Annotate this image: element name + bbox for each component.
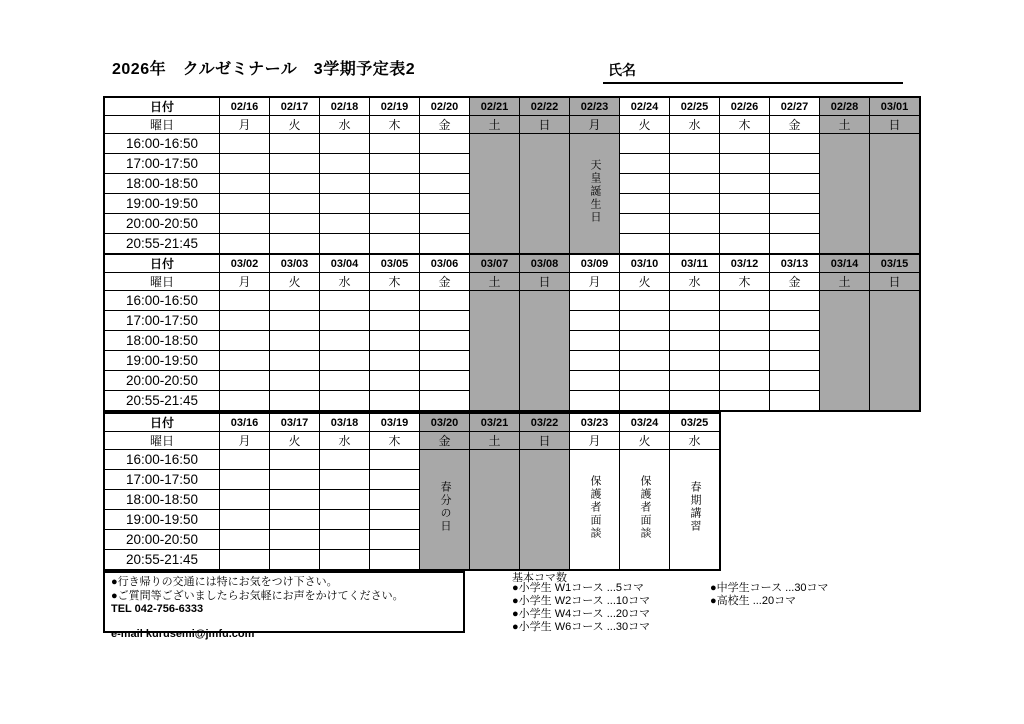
schedule-cell [370, 550, 420, 571]
date-header: 03/19 [370, 413, 420, 432]
day-header: 月 [220, 116, 270, 134]
schedule-cell [720, 391, 770, 412]
schedule-cell [670, 291, 720, 311]
schedule-cell [770, 214, 820, 234]
schedule-cell [270, 331, 320, 351]
schedule-cell [220, 291, 270, 311]
schedule-cell [420, 214, 470, 234]
schedule-cell [420, 331, 470, 351]
day-header: 金 [770, 116, 820, 134]
date-header: 03/03 [270, 254, 320, 273]
date-header: 03/17 [270, 413, 320, 432]
schedule-cell [270, 291, 320, 311]
schedule-cell [220, 214, 270, 234]
schedule-cell [220, 174, 270, 194]
day-row-label: 曜日 [104, 116, 220, 134]
day-row-label: 曜日 [104, 273, 220, 291]
day-header: 月 [570, 432, 620, 450]
schedule-cell [320, 154, 370, 174]
date-header: 02/23 [570, 97, 620, 116]
date-header: 03/25 [670, 413, 721, 432]
date-row-label: 日付 [104, 97, 220, 116]
tel-line [111, 603, 457, 617]
info-box [103, 571, 465, 640]
date-header: 03/24 [620, 413, 670, 432]
schedule-cell [270, 490, 320, 510]
event-note-cell [670, 450, 721, 571]
schedule-cell [370, 331, 420, 351]
schedule-cell [370, 351, 420, 371]
schedule-cell [770, 154, 820, 174]
schedule-cell [220, 530, 270, 550]
closed-day-cell [820, 291, 870, 412]
closed-day-cell [870, 134, 921, 255]
schedule-cell [720, 234, 770, 255]
time-slot-label: 16:00-16:50 [104, 134, 220, 154]
schedule-cell [770, 234, 820, 255]
schedule-cell [270, 470, 320, 490]
day-header: 水 [320, 116, 370, 134]
schedule-cell [370, 291, 420, 311]
schedule-cell [420, 351, 470, 371]
time-slot-label: 20:00-20:50 [104, 530, 220, 550]
schedule-cell [670, 194, 720, 214]
tel-number: 042-756-6333 [134, 603, 204, 615]
email-line [111, 628, 457, 642]
schedule-cell [720, 291, 770, 311]
day-header: 金 [420, 432, 470, 450]
schedule-cell [220, 391, 270, 412]
closed-day-cell [470, 134, 520, 255]
vertical-note-text: 春分の日 [439, 481, 451, 533]
date-header: 03/14 [820, 254, 870, 273]
lesson-count-list-right [710, 582, 829, 608]
day-header: 日 [520, 116, 570, 134]
name-label: 氏名 [608, 62, 636, 78]
schedule-cell [620, 291, 670, 311]
time-slot-label: 20:55-21:45 [104, 391, 220, 412]
schedule-cell [270, 391, 320, 412]
time-slot-label: 20:00-20:50 [104, 214, 220, 234]
schedule-cell [670, 391, 720, 412]
date-row-label: 日付 [104, 413, 220, 432]
day-header: 土 [470, 116, 520, 134]
date-header: 02/16 [220, 97, 270, 116]
schedule-cell [770, 291, 820, 311]
day-header: 木 [370, 116, 420, 134]
day-header: 月 [570, 116, 620, 134]
date-header: 03/16 [220, 413, 270, 432]
date-header: 03/22 [520, 413, 570, 432]
schedule-cell [320, 450, 370, 470]
day-header: 月 [220, 432, 270, 450]
closed-day-cell [520, 134, 570, 255]
schedule-cell [620, 194, 670, 214]
schedule-cell [270, 214, 320, 234]
schedule-cell [320, 550, 370, 571]
schedule-cell [220, 550, 270, 571]
day-header: 日 [870, 273, 921, 291]
day-header: 火 [270, 273, 320, 291]
schedule-cell [320, 331, 370, 351]
date-header: 03/04 [320, 254, 370, 273]
schedule-cell [770, 134, 820, 154]
schedule-cell [270, 134, 320, 154]
schedule-cell [420, 234, 470, 255]
schedule-cell [220, 234, 270, 255]
date-header: 02/25 [670, 97, 720, 116]
schedule-cell [770, 371, 820, 391]
info-note-line: ●行き帰りの交通には特にお気をつけ下さい。 [111, 576, 338, 588]
date-header: 02/24 [620, 97, 670, 116]
schedule-cell [220, 331, 270, 351]
student-name-field [603, 60, 903, 84]
date-header: 02/26 [720, 97, 770, 116]
schedule-cell [270, 154, 320, 174]
schedule-cell [270, 174, 320, 194]
date-header: 03/02 [220, 254, 270, 273]
schedule-cell [770, 311, 820, 331]
schedule-cell [670, 174, 720, 194]
schedule-cell [320, 234, 370, 255]
schedule-cell [420, 291, 470, 311]
schedule-cell [370, 490, 420, 510]
day-header: 水 [320, 432, 370, 450]
day-header: 水 [670, 116, 720, 134]
schedule-cell [370, 530, 420, 550]
schedule-cell [670, 154, 720, 174]
date-header: 03/12 [720, 254, 770, 273]
schedule-cell [670, 134, 720, 154]
time-slot-label: 20:55-21:45 [104, 550, 220, 571]
day-header: 木 [720, 273, 770, 291]
schedule-cell [320, 510, 370, 530]
date-header: 03/18 [320, 413, 370, 432]
day-header: 木 [370, 273, 420, 291]
page-title: 2026年 クルゼミナール 3学期予定表2 [112, 61, 416, 78]
schedule-cell [320, 371, 370, 391]
schedule-cell [320, 214, 370, 234]
schedule-cell [220, 490, 270, 510]
closed-day-cell [470, 291, 520, 412]
closed-day-cell [520, 450, 570, 571]
schedule-cell [620, 234, 670, 255]
lesson-count-list-left [512, 582, 650, 634]
schedule-cell [270, 311, 320, 331]
schedule-cell [620, 174, 670, 194]
day-header: 金 [420, 116, 470, 134]
schedule-cell [620, 391, 670, 412]
schedule-cell [370, 311, 420, 331]
schedule-cell [570, 311, 620, 331]
day-header: 土 [820, 273, 870, 291]
schedule-cell [370, 371, 420, 391]
schedule-table-1 [103, 96, 921, 255]
time-slot-label: 18:00-18:50 [104, 490, 220, 510]
time-slot-label: 16:00-16:50 [104, 450, 220, 470]
schedule-cell [320, 194, 370, 214]
date-header: 03/01 [870, 97, 921, 116]
day-header: 火 [620, 116, 670, 134]
schedule-cell [420, 194, 470, 214]
schedule-cell [270, 510, 320, 530]
day-header: 土 [820, 116, 870, 134]
schedule-cell [620, 311, 670, 331]
time-slot-label: 17:00-17:50 [104, 470, 220, 490]
schedule-cell [770, 351, 820, 371]
day-header: 水 [670, 432, 721, 450]
schedule-cell [720, 134, 770, 154]
schedule-cell [370, 510, 420, 530]
schedule-cell [370, 214, 420, 234]
time-slot-label: 19:00-19:50 [104, 351, 220, 371]
day-header: 火 [620, 273, 670, 291]
schedule-cell [620, 134, 670, 154]
schedule-cell [420, 391, 470, 412]
date-header: 02/21 [470, 97, 520, 116]
info-notes [111, 576, 457, 603]
lesson-count-item: ●小学生 W6コース ...30コマ [512, 621, 651, 633]
time-slot-label: 20:55-21:45 [104, 234, 220, 255]
date-header: 02/19 [370, 97, 420, 116]
schedule-table-2 [103, 253, 921, 412]
schedule-cell [320, 311, 370, 331]
day-header: 火 [270, 432, 320, 450]
schedule-cell [420, 154, 470, 174]
date-header: 03/23 [570, 413, 620, 432]
date-header: 03/10 [620, 254, 670, 273]
day-header: 月 [220, 273, 270, 291]
time-slot-label: 18:00-18:50 [104, 174, 220, 194]
schedule-cell [320, 470, 370, 490]
schedule-cell [620, 154, 670, 174]
schedule-cell [270, 530, 320, 550]
schedule-cell [620, 214, 670, 234]
schedule-cell [320, 391, 370, 412]
schedule-cell [720, 351, 770, 371]
schedule-cell [670, 214, 720, 234]
schedule-cell [770, 391, 820, 412]
lesson-count-heading: 基本コマ数 [512, 572, 567, 584]
schedule-cell [220, 154, 270, 174]
schedule-cell [270, 234, 320, 255]
tel-label: TEL [111, 603, 132, 615]
closed-day-cell [820, 134, 870, 255]
closed-day-cell [520, 291, 570, 412]
schedule-cell [420, 371, 470, 391]
schedule-cell [220, 470, 270, 490]
lesson-count-item: ●小学生 W1コース ...5コマ [512, 582, 644, 594]
schedule-cell [320, 174, 370, 194]
schedule-cell [720, 371, 770, 391]
lesson-count-item: ●中学生コース ...30コマ [710, 582, 829, 594]
schedule-cell [720, 174, 770, 194]
day-header: 水 [320, 273, 370, 291]
closed-day-cell [470, 450, 520, 571]
schedule-cell [220, 351, 270, 371]
day-header: 金 [770, 273, 820, 291]
day-header: 金 [420, 273, 470, 291]
schedule-cell [670, 351, 720, 371]
schedule-cell [320, 291, 370, 311]
day-header: 木 [370, 432, 420, 450]
info-note-line: ●ご質問等ございましたらお気軽にお声をかけてください。 [111, 589, 404, 602]
schedule-cell [570, 391, 620, 412]
email-label: e-mail [111, 627, 143, 640]
schedule-cell [370, 174, 420, 194]
date-header: 02/20 [420, 97, 470, 116]
date-header: 03/09 [570, 254, 620, 273]
schedule-cell [570, 291, 620, 311]
schedule-table-3 [103, 412, 721, 571]
schedule-cell [670, 234, 720, 255]
lesson-count-item: ●小学生 W2コース ...10コマ [512, 595, 651, 607]
date-header: 03/21 [470, 413, 520, 432]
schedule-cell [220, 134, 270, 154]
date-row-label: 日付 [104, 254, 220, 273]
schedule-cell [220, 371, 270, 391]
schedule-cell [720, 311, 770, 331]
date-header: 03/05 [370, 254, 420, 273]
schedule-cell [220, 194, 270, 214]
event-note-cell [570, 450, 620, 571]
schedule-cell [570, 331, 620, 351]
date-header: 02/27 [770, 97, 820, 116]
lesson-count-item: ●小学生 W4コース ...20コマ [512, 608, 651, 620]
schedule-cell [620, 371, 670, 391]
time-slot-label: 18:00-18:50 [104, 331, 220, 351]
event-note-cell [420, 450, 470, 571]
closed-day-cell [870, 291, 921, 412]
date-header: 03/07 [470, 254, 520, 273]
lesson-count-item: ●高校生 ...20コマ [710, 595, 797, 607]
time-slot-label: 20:00-20:50 [104, 371, 220, 391]
schedule-cell [320, 134, 370, 154]
day-header: 土 [470, 432, 520, 450]
date-header: 03/11 [670, 254, 720, 273]
date-header: 03/06 [420, 254, 470, 273]
schedule-cell [770, 194, 820, 214]
schedule-cell [620, 331, 670, 351]
schedule-cell [270, 194, 320, 214]
schedule-cell [420, 311, 470, 331]
date-header: 03/08 [520, 254, 570, 273]
schedule-cell [320, 530, 370, 550]
schedule-cell [620, 351, 670, 371]
schedule-cell [420, 134, 470, 154]
event-note-cell [570, 134, 620, 255]
schedule-cell [370, 134, 420, 154]
schedule-cell [270, 550, 320, 571]
schedule-cell [270, 450, 320, 470]
day-row-label: 曜日 [104, 432, 220, 450]
email-address: kurusemi@jmfu.com [145, 627, 255, 640]
time-slot-label: 19:00-19:50 [104, 510, 220, 530]
day-header: 木 [720, 116, 770, 134]
schedule-cell [770, 331, 820, 351]
time-slot-label: 17:00-17:50 [104, 311, 220, 331]
schedule-cell [670, 371, 720, 391]
schedule-cell [370, 234, 420, 255]
day-header: 火 [620, 432, 670, 450]
schedule-cell [370, 194, 420, 214]
date-header: 02/22 [520, 97, 570, 116]
schedule-cell [570, 351, 620, 371]
schedule-cell [770, 174, 820, 194]
date-header: 03/13 [770, 254, 820, 273]
vertical-note-text: 保護者面談 [639, 474, 651, 540]
date-header: 03/15 [870, 254, 921, 273]
schedule-cell [270, 371, 320, 391]
schedule-cell [720, 154, 770, 174]
schedule-cell [320, 351, 370, 371]
event-note-cell [620, 450, 670, 571]
vertical-note-text: 春期講習 [689, 481, 701, 533]
schedule-cell [670, 331, 720, 351]
schedule-cell [420, 174, 470, 194]
schedule-cell [570, 371, 620, 391]
schedule-cell [720, 214, 770, 234]
day-header: 土 [470, 273, 520, 291]
schedule-cell [720, 331, 770, 351]
day-header: 日 [520, 273, 570, 291]
vertical-note-text: 天皇誕生日 [589, 158, 601, 224]
date-header: 02/28 [820, 97, 870, 116]
schedule-cell [370, 391, 420, 412]
schedule-cell [220, 510, 270, 530]
date-header: 02/18 [320, 97, 370, 116]
vertical-note-text: 保護者面談 [589, 474, 601, 540]
day-header: 水 [670, 273, 720, 291]
date-header: 03/20 [420, 413, 470, 432]
day-header: 日 [870, 116, 921, 134]
schedule-cell [370, 470, 420, 490]
schedule-cell [370, 450, 420, 470]
date-header: 02/17 [270, 97, 320, 116]
time-slot-label: 19:00-19:50 [104, 194, 220, 214]
time-slot-label: 16:00-16:50 [104, 291, 220, 311]
schedule-cell [670, 311, 720, 331]
schedule-cell [320, 490, 370, 510]
schedule-cell [720, 194, 770, 214]
schedule-cell [220, 311, 270, 331]
schedule-cell [270, 351, 320, 371]
schedule-cell [220, 450, 270, 470]
day-header: 月 [570, 273, 620, 291]
day-header: 日 [520, 432, 570, 450]
day-header: 火 [270, 116, 320, 134]
time-slot-label: 17:00-17:50 [104, 154, 220, 174]
schedule-cell [370, 154, 420, 174]
